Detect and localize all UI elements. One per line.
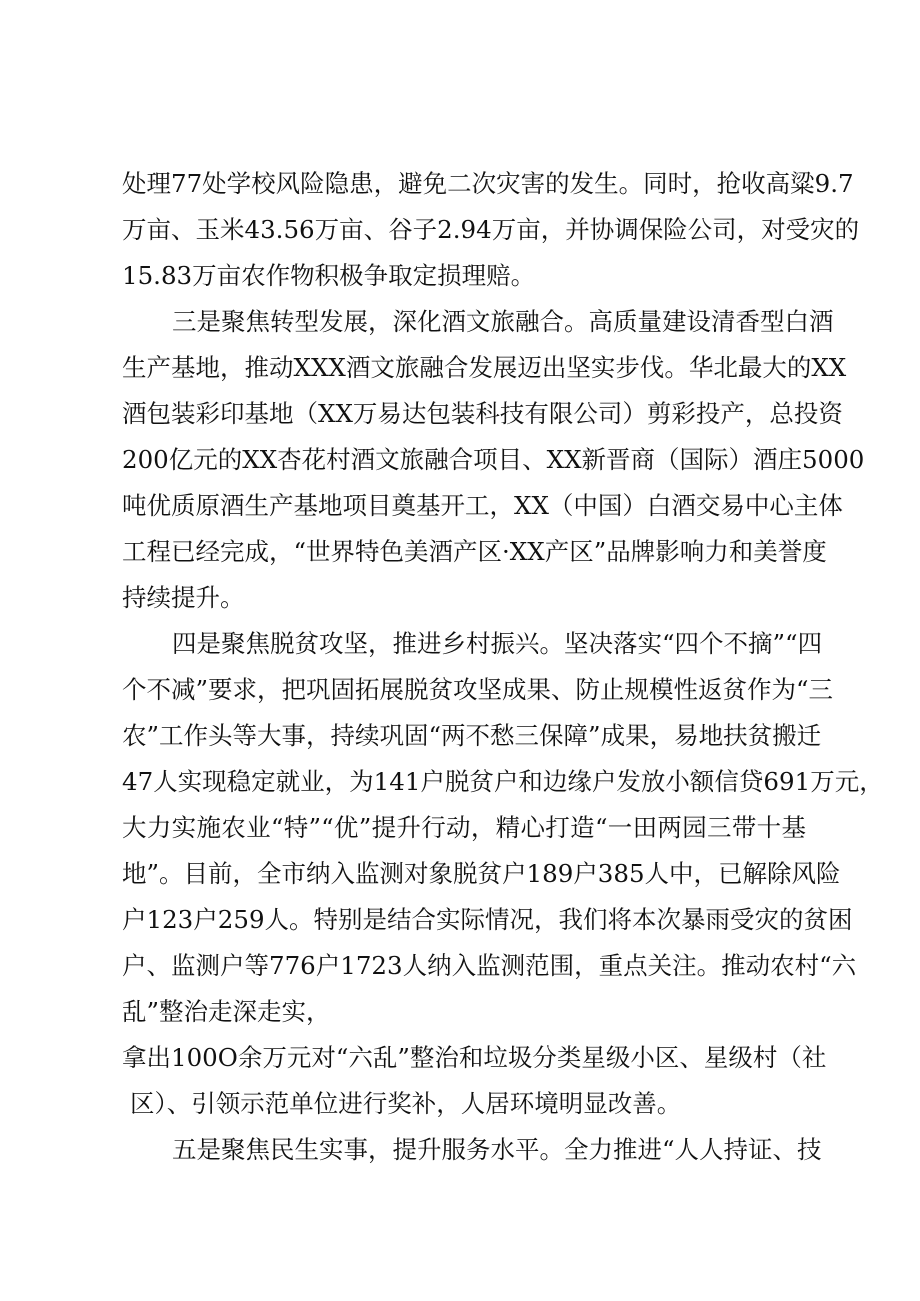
text-line: 生产基地，推动XXX酒文旅融合发展迈出坚实步伐。华北最大的XX — [122, 353, 847, 382]
text-line: 户、监测户等776户1723人纳入监测范围，重点关注。推动农村“六 — [122, 951, 857, 980]
text-line: 地”。目前，全市纳入监测对象脱贫户189户385人中，已解除风险 — [122, 859, 841, 888]
text-line: 农”工作头等大事，持续巩固“两不愁三保障”成果，易地扶贫搬迁 — [122, 721, 822, 750]
text-line: 47人实现稳定就业，为141户脱贫户和边缘户发放小额信贷691万元， — [122, 767, 884, 796]
text-line: 持续提升。 — [122, 583, 245, 612]
text-line: 五是聚焦民生实事，提升服务水平。全力推进“人人持证、技 — [172, 1135, 822, 1164]
text-line: 四是聚焦脱贫攻坚，推进乡村振兴。坚决落实“四个不摘”“四 — [172, 629, 823, 658]
text-line: 15.83万亩农作物积极争取定损理赔。 — [122, 261, 536, 290]
text-line: 万亩、玉米43.56万亩、谷子2.94万亩，并协调保险公司，对受灾的 — [122, 215, 860, 244]
text-line: 乱”整治走深走实， — [122, 997, 331, 1026]
text-line: 处理77处学校风险隐患，避免二次灾害的发生。同时，抢收高粱9.7 — [122, 169, 854, 198]
text-line: 200亿元的XX杏花村酒文旅融合项目、XX新晋商（国际）酒庄5000 — [122, 445, 865, 474]
text-line: 户123户259人。特别是结合实际情况，我们将本次暴雨受灾的贫困 — [122, 905, 853, 934]
text-line: 大力实施农业“特”“优”提升行动，精心打造“一田两园三带十基 — [122, 813, 806, 842]
text-line: 工程已经完成，“世界特色美酒产区·XX产区”品牌影响力和美誉度 — [122, 537, 827, 566]
text-line: 酒包装彩印基地（XX万易达包装科技有限公司）剪彩投产，总投资 — [122, 399, 843, 428]
text-line: 个不减”要求，把巩固拓展脱贫攻坚成果、防止规模性返贫作为“三 — [122, 675, 834, 704]
text-line: 区）、引领示范单位进行奖补，人居环境明显改善。 — [130, 1089, 682, 1118]
text-line: 三是聚焦转型发展，深化酒文旅融合。高质量建设清香型白酒 — [172, 307, 834, 336]
text-line: 吨优质原酒生产基地项目奠基开工，XX（中国）白酒交易中心主体 — [122, 491, 843, 520]
text-line: 拿出100O余万元对“六乱”整治和垃圾分类星级小区、星级村（社 — [122, 1043, 827, 1072]
